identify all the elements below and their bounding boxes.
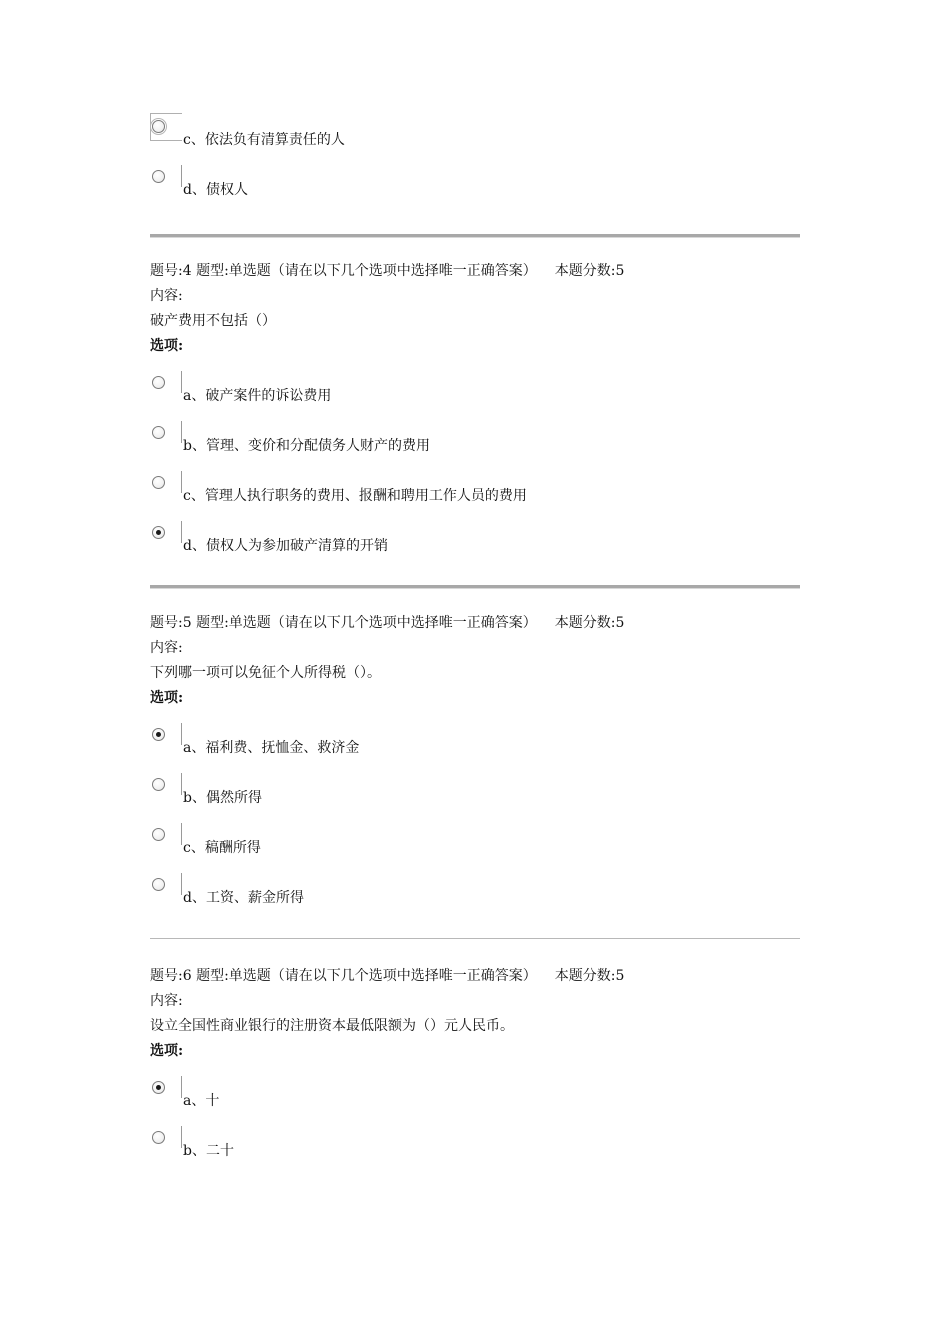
option-d[interactable] [150,521,800,571]
question-meta: 题号:5 题型:单选题（请在以下几个选项中选择唯一正确答案） [150,615,537,631]
radio-button-selected[interactable] [152,1081,165,1094]
question-3-options [150,115,800,215]
option-a[interactable] [150,723,800,773]
question-header [150,611,800,636]
question-header [150,964,800,989]
options-list [150,1076,800,1176]
question-score: 本题分数:5 [554,263,625,279]
separator-bar [181,421,182,443]
option-label: d、债权人 [183,182,248,198]
separator-bar [181,1126,182,1148]
radio-button-selected[interactable] [152,728,165,741]
content-label: 内容: [150,993,183,1009]
question-6 [150,964,800,1176]
radio-button[interactable] [152,476,165,489]
option-c[interactable] [150,471,800,521]
question-divider [150,585,800,589]
separator-bar [181,873,182,895]
option-b[interactable] [150,421,800,471]
content-label: 内容: [150,640,183,656]
question-4 [150,259,800,571]
separator-bar [181,773,182,795]
radio-button[interactable] [152,1131,165,1144]
question-content: 下列哪一项可以免征个人所得税（）。 [150,665,381,681]
content-label: 内容: [150,288,183,304]
radio-button[interactable] [152,120,165,133]
option-d[interactable] [150,873,800,923]
question-divider [150,938,800,939]
option-label: c、稿酬所得 [183,840,261,856]
option-label: b、管理、变价和分配债务人财产的费用 [183,438,430,454]
option-label: a、破产案件的诉讼费用 [183,388,332,404]
option-b[interactable] [150,773,800,823]
options-list [150,723,800,923]
question-content: 设立全国性商业银行的注册资本最低限额为（）元人民币。 [150,1018,514,1034]
separator-bar [181,371,182,393]
option-label: d、工资、薪金所得 [183,890,304,906]
question-score: 本题分数:5 [554,968,625,984]
radio-button[interactable] [152,878,165,891]
separator-bar [181,165,182,187]
options-list [150,371,800,571]
option-c[interactable] [150,115,800,165]
radio-button[interactable] [152,828,165,841]
separator-bar [181,823,182,845]
separator-bar [181,471,182,493]
option-d[interactable] [150,165,800,215]
question-content: 破产费用不包括（） [150,313,276,329]
option-a[interactable] [150,1076,800,1126]
separator-bar [181,1076,182,1098]
option-c[interactable] [150,823,800,873]
option-b[interactable] [150,1126,800,1176]
options-label: 选项: [150,338,184,354]
question-header [150,259,800,284]
option-a[interactable] [150,371,800,421]
option-label: d、债权人为参加破产清算的开销 [183,538,388,554]
question-meta: 题号:6 题型:单选题（请在以下几个选项中选择唯一正确答案） [150,968,537,984]
radio-button[interactable] [152,426,165,439]
radio-button[interactable] [152,170,165,183]
options-label: 选项: [150,690,184,706]
radio-button[interactable] [152,778,165,791]
option-label: c、管理人执行职务的费用、报酬和聘用工作人员的费用 [183,488,527,504]
question-5 [150,611,800,923]
option-label: c、依法负有清算责任的人 [183,132,345,148]
radio-button-selected[interactable] [152,526,165,539]
option-label: b、二十 [183,1143,234,1159]
option-label: b、偶然所得 [183,790,262,806]
separator-bar [181,521,182,543]
options-label: 选项: [150,1043,184,1059]
question-divider [150,234,800,238]
question-score: 本题分数:5 [554,615,625,631]
separator-bar [181,723,182,745]
question-meta: 题号:4 题型:单选题（请在以下几个选项中选择唯一正确答案） [150,263,537,279]
option-label: a、十 [183,1093,220,1109]
radio-button[interactable] [152,376,165,389]
option-label: a、福利费、抚恤金、救济金 [183,740,360,756]
